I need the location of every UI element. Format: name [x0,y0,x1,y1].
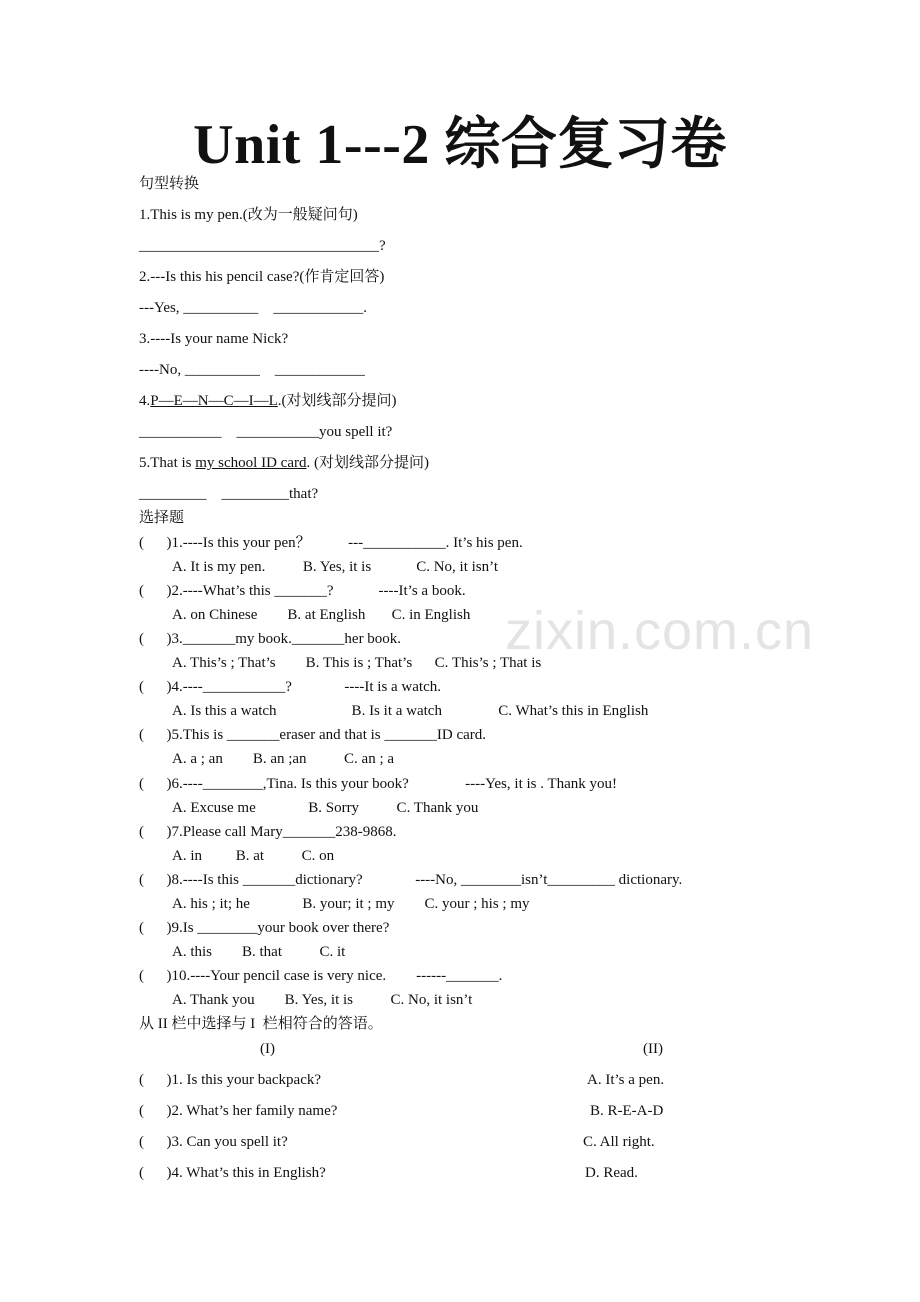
transform-answer-1: ________________________________? [139,238,386,254]
choice-question-8: ( )8.----Is this _______dictionary? ----No, ________isn’t_________ dictionary. [139,872,683,888]
watermark: zixin.com.cn [505,601,815,661]
transform-question-4 [139,392,397,410]
q4-prefix: 4. [139,393,151,409]
matching-answer-B: B. R-E-A-D [590,1103,664,1119]
matching-column-1-label: (I) [260,1041,275,1057]
choice-question-5: ( )5.This is _______eraser and that is _______ID card. [139,727,487,743]
choice-options-5: A. a ; an B. an ;an C. an ; a [172,751,395,767]
page-title: Unit 1---2 综合复习卷 [193,114,727,176]
matching-question-1: ( )1. Is this your backpack? [139,1072,322,1088]
choice-question-10: ( )10.----Your pencil case is very nice. ------_______. [139,968,503,984]
transform-answer-4: ___________ ___________you spell it? [139,424,393,440]
choice-options-8: A. his ; it; he B. your; it ; my C. your ; his ; my [172,896,530,912]
matching-question-4: ( )4. What’s this in English? [139,1165,326,1181]
q4-underlined: P—E—N—C—I—L [150,393,278,409]
matching-answer-C: C. All right. [583,1134,655,1150]
transform-question-5 [139,454,429,472]
choice-question-9: ( )9.Is ________your book over there? [139,920,390,936]
choice-options-2: A. on Chinese B. at English C. in English [172,607,471,623]
q5-underlined: my school ID card [195,455,307,471]
transform-question-1: 1.This is my pen.(改为一般疑问句) [139,207,358,223]
transform-question-2: 2.---Is this his pencil case?(作肯定回答) [139,269,385,285]
matching-answer-D: D. Read. [585,1165,638,1181]
choice-question-4: ( )4.----___________? ----It is a watch. [139,679,441,695]
q4-suffix: .(对划线部分提问) [277,393,397,409]
transform-answer-2: ---Yes, __________ ____________. [139,300,368,316]
choice-options-1: A. It is my pen. B. Yes, it is C. No, it isn’t [172,559,499,575]
choice-options-6: A. Excuse me B. Sorry C. Thank you [172,800,479,816]
choice-options-4: A. Is this a watch B. Is it a watch C. What’s this in English [172,703,649,719]
matching-column-2-label: (II) [643,1041,663,1057]
transform-answer-3: ----No, __________ ____________ [139,362,365,378]
q5-suffix: . (对划线部分提问) [306,455,429,471]
choice-question-1: ( )1.----Is this your pen？ ---___________. It’s his pen. [139,535,523,551]
choice-options-3: A. This’s ; That’s B. This is ; That’s C. This’s ; That is [172,655,542,671]
choice-question-3: ( )3._______my book._______her book. [139,631,402,647]
choice-question-2: ( )2.----What’s this _______? ----It’s a book. [139,583,466,599]
matching-answer-A: A. It’s a pen. [587,1072,665,1088]
choice-options-7: A. in B. at C. on [172,848,335,864]
transform-answer-5: _________ _________that? [139,486,319,502]
matching-question-2: ( )2. What’s her family name? [139,1103,338,1119]
choice-options-10: A. Thank you B. Yes, it is C. No, it isn’t [172,992,473,1008]
q5-prefix: 5.That is [139,455,196,471]
choice-question-6: ( )6.----________,Tina. Is this your book? ----Yes, it is . Thank you! [139,776,618,792]
choice-options-9: A. this B. that C. it [172,944,346,960]
transform-question-3: 3.----Is your name Nick? [139,331,289,347]
section-heading-multiple-choice: 选择题 [139,510,185,526]
choice-question-7: ( )7.Please call Mary_______238-9868. [139,824,397,840]
matching-question-3: ( )3. Can you spell it? [139,1134,288,1150]
section-heading-matching: 从 II 栏中选择与 I 栏相符合的答语。 [139,1016,383,1032]
section-heading-sentence-transform: 句型转换 [139,176,200,192]
